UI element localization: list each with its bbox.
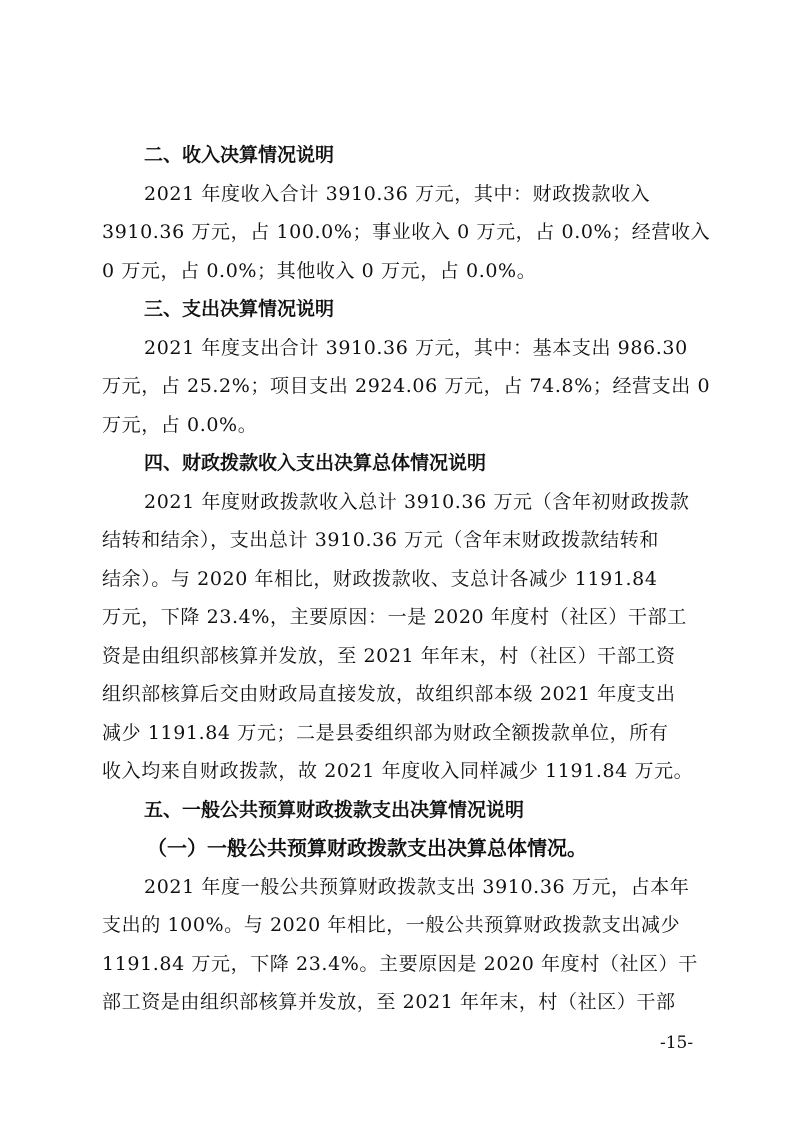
paragraph-line: 减少 1191.84 万元；二是县委组织部为财政全额拨款单位，所有: [102, 721, 669, 744]
paragraph-line: 万元，占 0.0%。: [102, 413, 258, 436]
paragraph-line: 收入均来自财政拨款，故 2021 年度收入同样减少 1191.84 万元。: [102, 760, 694, 782]
section-heading-fiscal-appropriation: 四、财政拨款收入支出决算总体情况说明: [144, 452, 487, 474]
section-heading-income: 二、收入决算情况说明: [144, 144, 335, 166]
section-paragraph-fiscal-appropriation: [102, 483, 692, 791]
section-paragraph-expenditure: [102, 329, 711, 445]
paragraph-line: 2021 年度收入合计 3910.36 万元，其中：财政拨款收入: [144, 182, 651, 205]
section-heading-expenditure: 三、支出决算情况说明: [144, 298, 335, 320]
paragraph-line: 结转和结余），支出总计 3910.36 万元（含年末财政拨款结转和: [102, 529, 659, 551]
subsection-heading-general-budget-overview: （一）一般公共预算财政拨款支出决算总体情况。: [147, 836, 587, 860]
paragraph-line: 组织部核算后交由财政局直接发放，故组织部本级 2021 年度支出: [102, 683, 676, 705]
paragraph-line: 万元，下降 23.4%，主要原因：一是 2020 年度村（社区）干部工: [102, 606, 687, 628]
paragraph-line: 1191.84 万元，下降 23.4%。主要原因是 2020 年度村（社区）干: [102, 952, 698, 975]
section-paragraph-income: [102, 175, 711, 291]
paragraph-line: 2021 年度财政拨款收入总计 3910.36 万元（含年初财政拨款: [144, 490, 690, 513]
paragraph-line: 0 万元，占 0.0%；其他收入 0 万元，占 0.0%。: [102, 259, 537, 282]
paragraph-line: 资是由组织部核算并发放，至 2021 年年末，村（社区）干部工资: [102, 644, 676, 667]
document-body: [102, 136, 711, 1022]
paragraph-line: 结余）。与 2020 年相比，财政拨款收、支总计各减少 1191.84: [102, 567, 658, 590]
section-paragraph-general-budget: [102, 868, 698, 1022]
paragraph-line: 万元，占 25.2%；项目支出 2924.06 万元，占 74.8%；经营支出 0: [102, 375, 711, 397]
paragraph-line: 支出的 100%。与 2020 年相比，一般公共预算财政拨款支出减少: [102, 914, 681, 936]
paragraph-line: 3910.36 万元，占 100.0%；事业收入 0 万元，占 0.0%；经营收入: [102, 221, 711, 243]
paragraph-line: 2021 年度支出合计 3910.36 万元，其中：基本支出 986.30: [144, 336, 688, 359]
paragraph-line: 2021 年度一般公共预算财政拨款支出 3910.36 万元，占本年: [144, 875, 690, 898]
page-number: -15-: [660, 1033, 694, 1053]
paragraph-line: 部工资是由组织部核算并发放，至 2021 年年末，村（社区）干部: [102, 991, 676, 1013]
section-heading-general-budget: 五、一般公共预算财政拨款支出决算情况说明: [144, 798, 525, 821]
